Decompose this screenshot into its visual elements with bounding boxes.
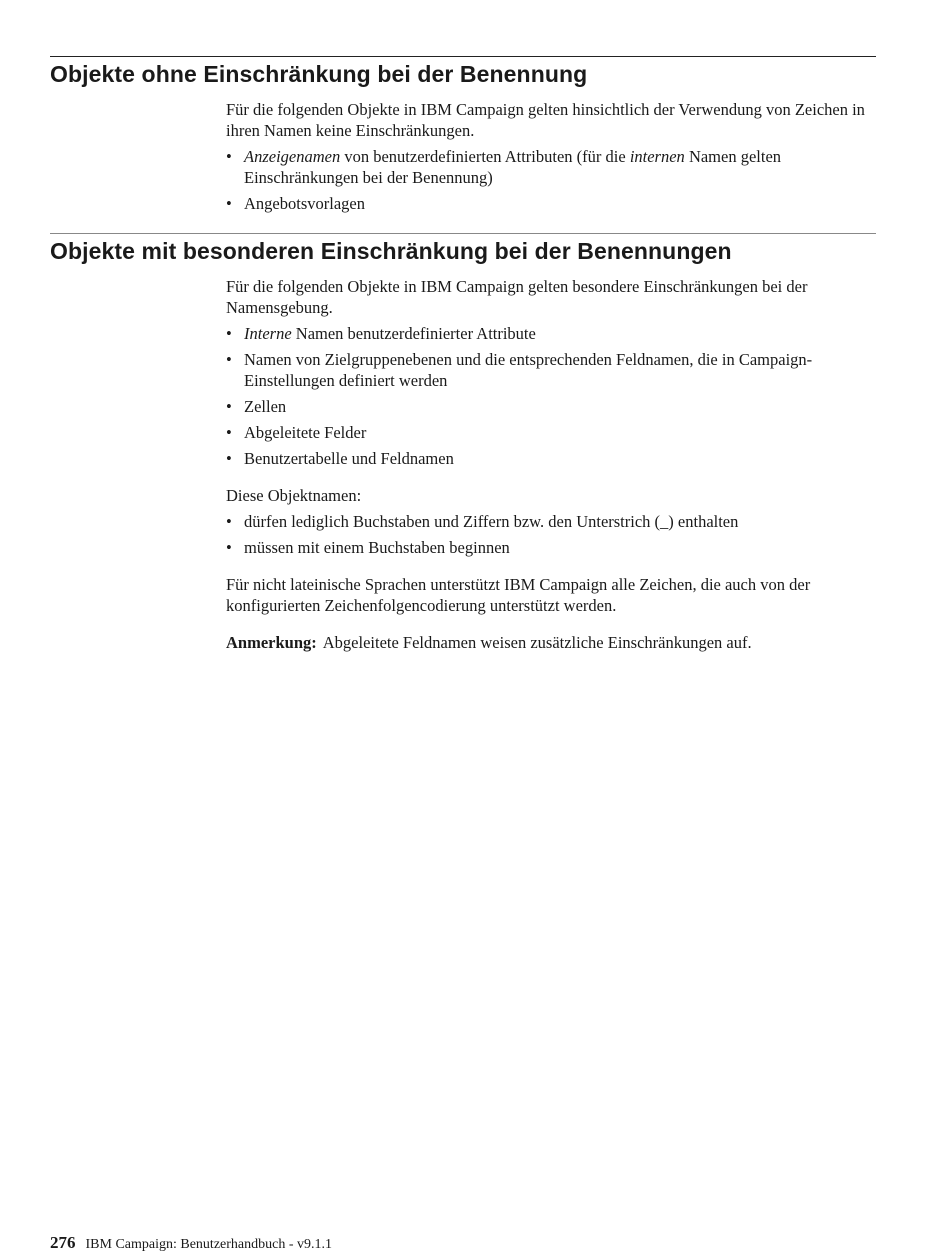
list-item: • Benutzertabelle und Feldnamen — [226, 448, 876, 469]
note-text: Abgeleitete Feldnamen weisen zusätzliche Einschränkungen auf. — [322, 633, 752, 652]
object-list — [226, 146, 876, 214]
list-item — [226, 323, 876, 344]
list-item-text: Namen gelten Einschränkungen bei der Benennung) — [244, 147, 782, 187]
list-item: • Namen von Zielgruppenebenen und die entsprechenden Feldnamen, die in Campaign-Einstellungen definiert werden — [226, 349, 876, 391]
list-item-text: Namen benutzerdefinierter Attribute — [291, 324, 536, 343]
book-title: IBM Campaign: Benutzerhandbuch - v9.1.1 — [85, 1237, 333, 1252]
page-number: 276 — [50, 1233, 76, 1252]
emphasis: Interne — [244, 324, 292, 343]
list-item: • dürfen lediglich Buchstaben und Ziffern bzw. den Unterstrich (_) enthalten — [226, 511, 876, 532]
section-heading-special-restrictions: Objekte mit besonderen Einschränkung bei der Benennungen — [50, 238, 732, 264]
list-item: • Angebotsvorlagen — [226, 193, 876, 214]
list-item: • Zellen — [226, 396, 876, 417]
names-intro: Diese Objektnamen: — [226, 486, 362, 505]
object-list — [226, 323, 876, 469]
section-intro: Für die folgenden Objekte in IBM Campaign gelten besondere Einschränkungen bei der Namensgebung. — [226, 277, 808, 317]
emphasis: internen — [629, 147, 685, 166]
naming-rules-list — [226, 511, 876, 558]
section-intro: Für die folgenden Objekte in IBM Campaign gelten hinsichtlich der Verwendung von Zeichen in ihren Namen keine Einschränkungen. — [226, 100, 865, 140]
list-item: • Abgeleitete Felder — [226, 422, 876, 443]
list-item: • müssen mit einem Buchstaben beginnen — [226, 537, 876, 558]
encoding-paragraph: Für nicht lateinische Sprachen unterstützt IBM Campaign alle Zeichen, die auch von der konfigurierten Zeichenfolgencodierung unterstützt werden. — [226, 575, 811, 615]
list-item — [226, 146, 876, 188]
section-divider — [50, 56, 876, 57]
list-item-text: von benutzerdefinierten Attributen (für die — [340, 147, 630, 166]
section-divider — [50, 233, 876, 234]
note-label: Anmerkung: — [226, 633, 317, 652]
section-body-special-restrictions — [226, 276, 876, 658]
section-heading-no-restrictions: Objekte ohne Einschränkung bei der Benennung — [50, 61, 588, 87]
section-body-no-restrictions — [226, 99, 876, 219]
emphasis: Anzeigenamen — [244, 147, 341, 166]
page-footer — [50, 1233, 332, 1255]
note — [226, 632, 876, 653]
